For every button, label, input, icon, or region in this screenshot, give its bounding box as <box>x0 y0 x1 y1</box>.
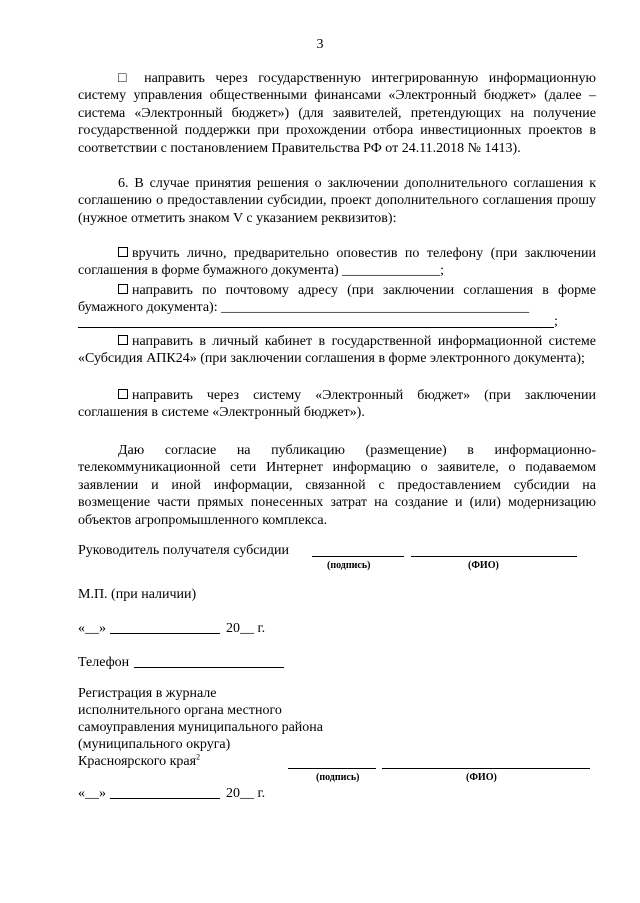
fio-caption: (ФИО) <box>468 560 499 571</box>
reg-fio-caption: (ФИО) <box>466 772 497 783</box>
page-number: 3 <box>316 37 324 52</box>
checkbox-hand-deliver[interactable] <box>118 247 128 257</box>
option-hand-deliver-text: вручить лично, предварительно оповестив по телефону (при заключении соглашения в форме бумажного документа) ______________; <box>78 246 596 279</box>
reg-date-year: 20__ г. <box>226 786 266 801</box>
phone-label: Телефон <box>78 655 130 670</box>
post-address-line <box>78 327 554 328</box>
option-post <box>78 282 596 317</box>
footnote-mark: 2 <box>196 752 201 762</box>
paragraph-consent: Даю согласие на публикацию (размещение) в информационно-телекоммуникационной сети Интернет информацию о заявителе, о подаваемом заявлении и иной информации, связанной с предоставлением субсидии на возмещение части прямых понесенных затрат на создание и (или) модернизацию объектов агропромышленного комплекса. <box>78 443 596 528</box>
signature-line <box>312 556 404 557</box>
option-cabinet-text: направить в личный кабинет в государственной информационной системе «Субсидия АПК24» (при заключении соглашения в форме электронного документа); <box>78 334 596 367</box>
paragraph-electronic-budget: □ направить через государственную интегрированную информационную систему управления общественными финансами «Электронный бюджет» (далее – система «Электронный бюджет») (для заявителей, претендующих на получение государственной поддержки при прохождении отбора инвестиционных проектов в соответствии с постановлением Правительства РФ от 24.11.2018 № 1413). <box>78 71 596 156</box>
option-cabinet <box>78 333 596 368</box>
checkbox-post[interactable] <box>118 284 128 294</box>
checkbox-electronic-budget[interactable] <box>118 389 128 399</box>
podpis-caption: (подпись) <box>327 560 371 571</box>
date-line <box>110 633 220 634</box>
reg-signature-line <box>288 768 376 769</box>
reg-date-line <box>110 798 220 799</box>
fio-line <box>411 556 577 557</box>
option-electronic-budget <box>78 387 596 422</box>
mp-label: М.П. (при наличии) <box>78 587 197 602</box>
reg-podpis-caption: (подпись) <box>316 772 360 783</box>
date-year: 20__ г. <box>226 621 266 636</box>
reg-fio-line <box>382 768 590 769</box>
checkbox-cabinet[interactable] <box>118 335 128 345</box>
phone-line <box>134 667 284 668</box>
registration-line-5: Красноярского края$^2$ <box>78 752 201 769</box>
reg-date-open: «__» <box>78 786 106 801</box>
registration-line-3: самоуправления муниципального района <box>78 720 324 735</box>
option-post-text: направить по почтовому адресу (при заключении соглашения в форме бумажного документа): ____________________________________________ <box>78 283 596 316</box>
option-electronic-budget-text: направить через систему «Электронный бюджет» (при заключении соглашения в системе «Электронный бюджет»). <box>78 388 596 421</box>
registration-line-1: Регистрация в журнале <box>78 686 217 701</box>
registration-line-2: исполнительного органа местного <box>78 703 282 718</box>
registration-line-4: (муниципального округа) <box>78 737 231 752</box>
head-label: Руководитель получателя субсидии <box>78 543 290 558</box>
paragraph-item-6: 6. В случае принятия решения о заключении дополнительного соглашения к соглашению о предоставлении субсидии, проект дополнительного соглашения прошу (нужное отметить знаком V с указанием реквизитов): <box>78 176 596 226</box>
date-open: «__» <box>78 621 106 636</box>
option-hand-deliver <box>78 245 596 280</box>
